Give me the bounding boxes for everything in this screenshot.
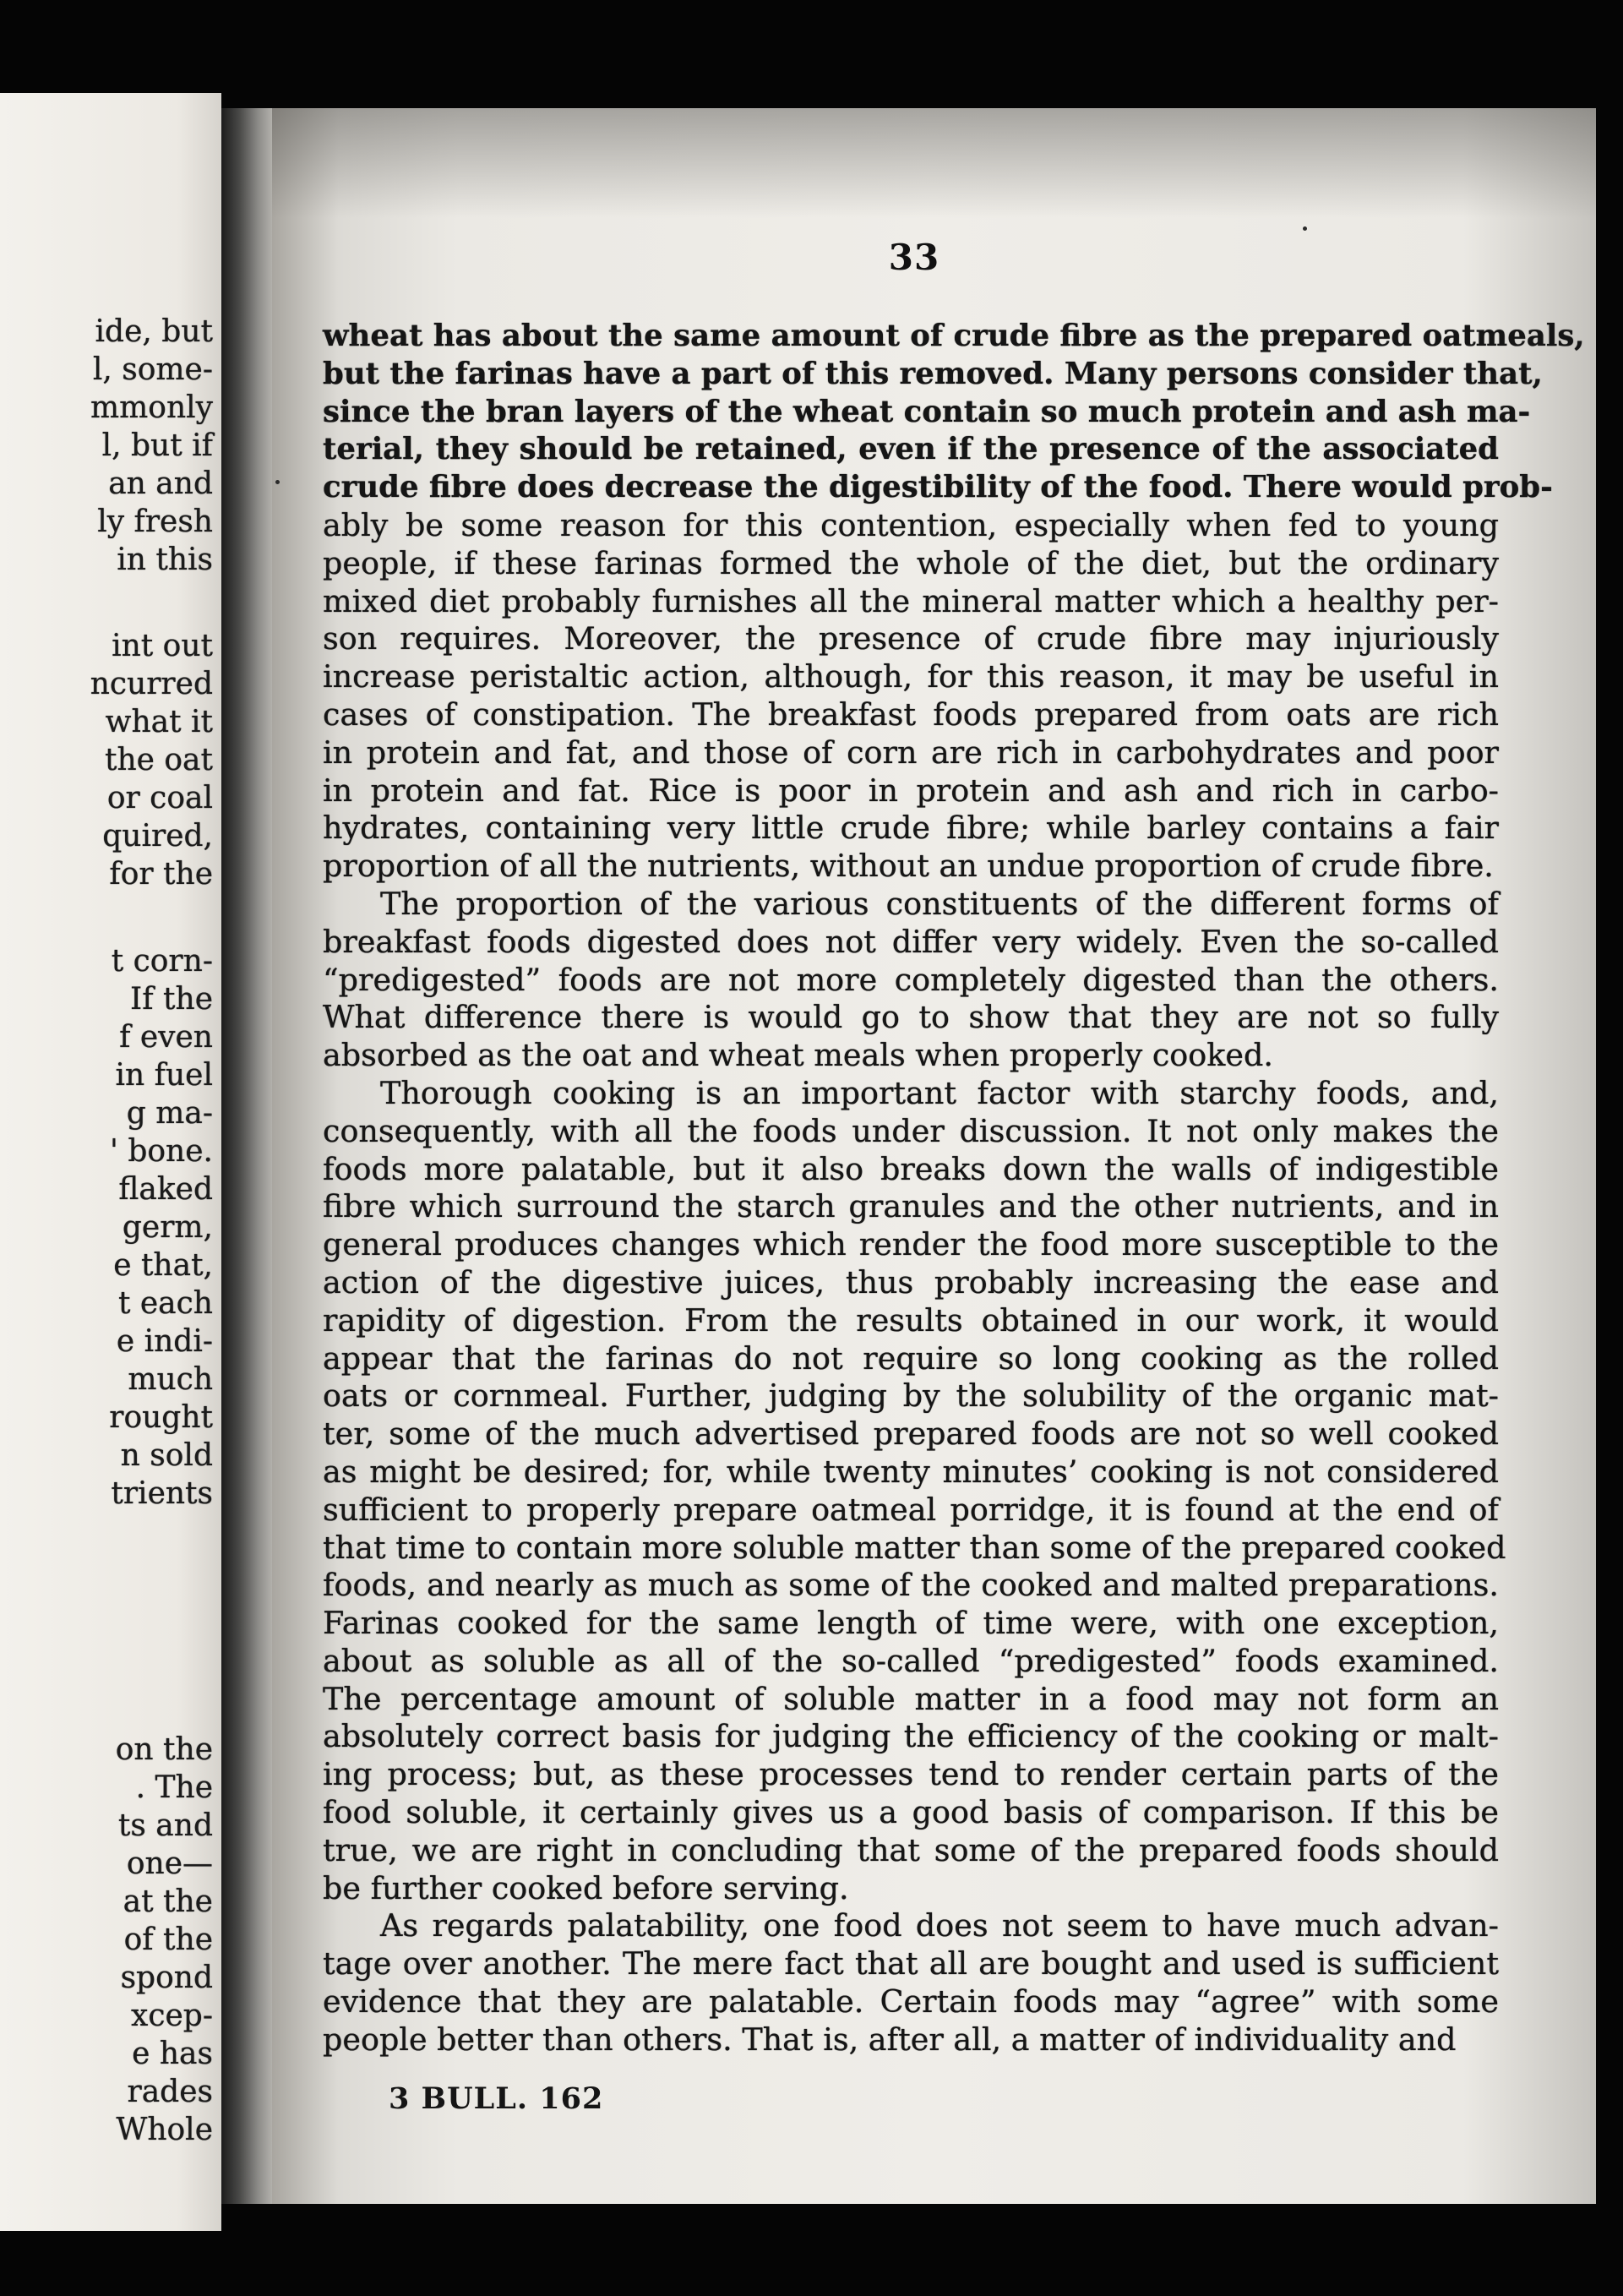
text-line: breakfast foods digested does not differ very widely. Even the so-called — [323, 923, 1499, 960]
paragraph — [323, 886, 1499, 1075]
text-line: oats or cornmeal. Further, judging by the solubility of the organic mat- — [323, 1377, 1499, 1415]
text-line: What difference there is would go to show that they are not so fully — [323, 999, 1499, 1036]
text-line: food soluble, it certainly gives us a good basis of comparison. If this be — [323, 1794, 1499, 1831]
signature-mark: 3 BULL. 162 — [389, 2081, 604, 2116]
left-page-text-fragment: mmonly — [90, 390, 213, 425]
print-speck — [1303, 226, 1307, 231]
left-page-text-fragment: ts and — [117, 1808, 213, 1843]
left-page-text-fragment: spond — [120, 1961, 213, 1995]
left-page-fragments-bottom — [116, 1731, 213, 2149]
text-line: foods more palatable, but it also breaks down the walls of indigestible — [323, 1150, 1499, 1187]
text-line: consequently, with all the foods under discussion. It not only makes the — [323, 1112, 1499, 1149]
text-line: Farinas cooked for the same length of time were, with one exception, — [323, 1605, 1499, 1642]
right-page — [272, 108, 1596, 2204]
book-gutter-shadow — [221, 108, 274, 2204]
text-line: evidence that they are palatable. Certain foods may “agree” with some — [323, 1983, 1499, 2021]
text-line: foods, and nearly as much as some of the cooked and malted preparations. — [323, 1567, 1499, 1604]
text-line: “predigested” foods are not more completely digested than the others. — [323, 961, 1499, 998]
left-page-text-fragment: ly fresh — [97, 504, 213, 539]
text-line: that time to contain more soluble matter than some of the prepared cooked — [323, 1529, 1506, 1566]
left-page-text-fragment: rades — [127, 2075, 213, 2109]
left-page — [0, 93, 221, 2231]
left-page-text-fragment: ' bone. — [110, 1134, 213, 1169]
text-line: fibre which surround the starch granules and the other nutrients, and in — [323, 1188, 1499, 1225]
text-line: in protein and fat, and those of corn are rich in carbohydrates and poor — [323, 734, 1499, 771]
text-line: mixed diet probably furnishes all the mineral matter which a healthy per- — [323, 582, 1499, 619]
left-page-text-fragment: ncurred — [90, 667, 213, 701]
page-number: 33 — [888, 237, 940, 278]
text-line: be further cooked before serving. — [323, 1869, 849, 1906]
text-line: Thorough cooking is an important factor with starchy foods, and, — [380, 1074, 1499, 1111]
text-line: action of the digestive juices, thus probably increasing the ease and — [323, 1263, 1499, 1301]
body-text — [323, 318, 1585, 2059]
left-page-text-fragment: l, but if — [101, 428, 213, 463]
left-page-text-fragment: flaked — [118, 1172, 213, 1207]
page-top-shadow — [272, 108, 1596, 218]
text-line: people better than others. That is, after all, a matter of individuality and — [323, 2021, 1457, 2058]
left-page-text-fragment: at the — [123, 1884, 213, 1919]
text-line: appear that the farinas do not require so long cooking as the rolled — [323, 1339, 1499, 1377]
left-page-text-fragment: one— — [126, 1846, 213, 1881]
text-line: crude fibre does decrease the digestibility of the food. There would prob- — [323, 470, 1553, 505]
text-line: rapidity of digestion. From the results obtained in our work, it would — [323, 1301, 1499, 1339]
text-line: son requires. Moreover, the presence of crude fibre may injuriously — [323, 620, 1499, 657]
text-line: absorbed as the oat and wheat meals when properly cooked. — [323, 1037, 1273, 1074]
left-page-text-fragment: e that, — [113, 1248, 213, 1283]
left-page-text-fragment: e indi- — [116, 1324, 213, 1359]
text-line: cases of constipation. The breakfast foods prepared from oats are rich — [323, 695, 1499, 733]
text-line: general produces changes which render the food more susceptible to the — [323, 1226, 1499, 1263]
left-page-text-fragment: in this — [117, 543, 213, 577]
left-page-text-fragment: Whole — [116, 2113, 213, 2147]
left-page-text-fragment: If the — [130, 982, 213, 1017]
left-page-text-fragment: t each — [117, 1286, 213, 1321]
text-line: proportion of all the nutrients, without an undue proportion of crude fibre. — [323, 848, 1494, 885]
text-line: increase peristaltic action, although, for this reason, it may be useful in — [323, 658, 1499, 695]
text-line: about as soluble as all of the so-called “predigested” foods examined. — [323, 1642, 1499, 1679]
text-line: as might be desired; for, while twenty minutes’ cooking is not considered — [323, 1453, 1499, 1490]
left-page-text-fragment: the oat — [104, 743, 213, 777]
left-page-text-fragment: f even — [119, 1020, 213, 1055]
left-page-text-fragment: in fuel — [115, 1058, 213, 1093]
left-page-fragments-upper — [90, 313, 213, 579]
text-line: ter, some of the much advertised prepared foods are not so well cooked — [323, 1415, 1499, 1453]
text-line: absolutely correct basis for judging the efficiency of the cooking or malt- — [323, 1718, 1499, 1755]
text-line: people, if these farinas formed the whole of the diet, but the ordinary — [323, 544, 1499, 581]
left-page-text-fragment: much — [128, 1362, 213, 1397]
left-page-text-fragment: rought — [109, 1400, 213, 1435]
text-line: As regards palatability, one food does not seem to have much advan- — [380, 1907, 1499, 1944]
text-line: terial, they should be retained, even if the presence of the associated — [323, 432, 1499, 467]
left-page-text-fragment: . The — [135, 1770, 213, 1805]
text-line: in protein and fat. Rice is poor in protein and ash and rich in carbo- — [323, 772, 1499, 809]
text-line: ably be some reason for this contention, especially when fed to young — [323, 506, 1499, 543]
left-page-text-fragment: t corn- — [111, 944, 213, 979]
paragraph — [323, 507, 1499, 886]
left-page-text-fragment: germ, — [122, 1210, 213, 1245]
paragraph — [323, 1074, 1506, 1908]
left-page-text-fragment: xcep- — [131, 1999, 213, 2033]
text-line: since the bran layers of the wheat contain so much protein and ash ma- — [323, 394, 1531, 429]
left-page-text-fragment: an and — [108, 466, 213, 501]
left-page-text-fragment: quired, — [102, 819, 213, 854]
left-page-text-fragment: of the — [123, 1922, 213, 1957]
text-line: The percentage amount of soluble matter in a food may not form an — [323, 1680, 1499, 1717]
text-line: ing process; but, as these processes tend to render certain parts of the — [323, 1756, 1499, 1793]
left-page-fragments-lower — [109, 942, 213, 1513]
paragraph — [323, 318, 1585, 507]
text-line: true, we are right in concluding that some of the prepared foods should — [323, 1831, 1499, 1868]
left-page-text-fragment: trients — [111, 1476, 213, 1511]
left-page-text-fragment: for the — [109, 857, 213, 892]
left-page-fragments-middle — [90, 627, 213, 893]
text-line: tage over another. The mere fact that all are bought and used is sufficient — [323, 1945, 1499, 1982]
text-line: wheat has about the same amount of crude fibre as the prepared oatmeals, — [323, 319, 1585, 353]
left-page-text-fragment: or coal — [106, 781, 213, 815]
left-page-text-fragment: l, some- — [92, 352, 213, 387]
left-page-text-fragment: n sold — [120, 1438, 213, 1473]
left-page-text-fragment: int out — [112, 629, 213, 663]
print-speck — [275, 480, 280, 484]
text-line: but the farinas have a part of this removed. Many persons consider that, — [323, 356, 1543, 391]
left-page-text-fragment: g ma- — [126, 1096, 213, 1131]
text-line: The proportion of the various constituents of the different forms of — [380, 885, 1499, 922]
paragraph — [323, 1907, 1499, 2059]
text-line: hydrates, containing very little crude fibre; while barley contains a fair — [323, 810, 1499, 847]
left-page-text-fragment: e has — [132, 2037, 213, 2071]
left-page-text-fragment: ide, but — [95, 314, 213, 349]
left-page-text-fragment: what it — [105, 705, 213, 739]
left-page-text-fragment: on the — [115, 1732, 213, 1767]
text-line: sufficient to properly prepare oatmeal porridge, it is found at the end of — [323, 1491, 1499, 1528]
